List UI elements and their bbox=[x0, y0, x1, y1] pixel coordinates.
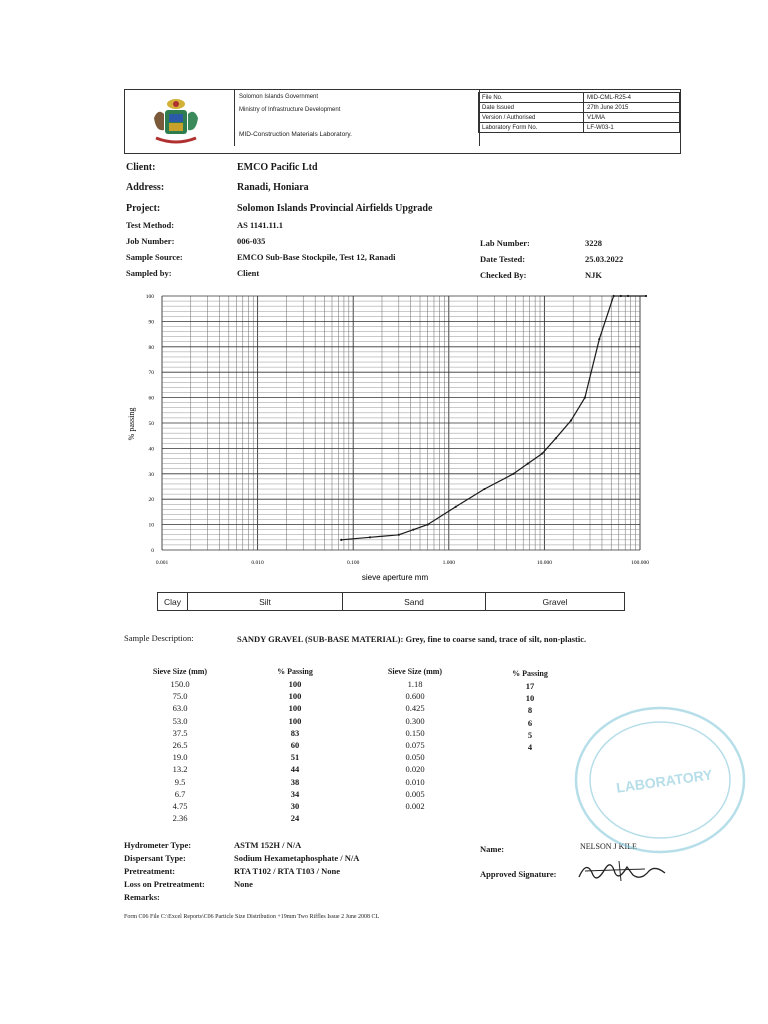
checked-by-value: NJK bbox=[585, 270, 602, 280]
grading-chart bbox=[120, 288, 672, 584]
passing-cell: 4 bbox=[527, 742, 533, 753]
data-point bbox=[512, 473, 514, 475]
meta-row bbox=[479, 113, 680, 123]
y-tick-label: 0 bbox=[151, 548, 154, 554]
loss-on-pretreatment-value: None bbox=[234, 879, 253, 889]
y-tick-label: 30 bbox=[148, 471, 154, 478]
y-tick-label: 90 bbox=[148, 319, 154, 326]
meta-value: MID-CML-R25-4 bbox=[584, 93, 680, 103]
passing-cell: 100 bbox=[288, 715, 302, 726]
name-value: NELSON J KILE bbox=[580, 842, 637, 851]
sieve-header-left: Sieve Size (mm) bbox=[152, 667, 208, 676]
y-tick-label: 10 bbox=[148, 522, 154, 529]
x-tick-label: 0.001 bbox=[155, 560, 169, 566]
x-tick-label: 1.000 bbox=[442, 560, 455, 566]
sieve-size-cell: 0.300 bbox=[405, 715, 425, 726]
sieve-size-cell: 53.0 bbox=[172, 715, 188, 726]
data-point bbox=[398, 534, 400, 536]
meta-row bbox=[479, 123, 680, 133]
y-axis-label: % passing bbox=[127, 407, 136, 441]
dispersant-value: Sodium Hexametaphosphate / N/A bbox=[234, 853, 360, 863]
passing-header-left: % Passing bbox=[277, 667, 313, 676]
org-line-1: Solomon Islands Government bbox=[239, 94, 319, 100]
sieve-size-cell: 63.0 bbox=[172, 703, 188, 714]
client-value: EMCO Pacific Ltd bbox=[237, 162, 318, 173]
sample-source-value: EMCO Sub-Base Stockpile, Test 12, Ranadi bbox=[237, 252, 396, 262]
meta-key: Date Issued bbox=[479, 103, 584, 113]
sieve-size-cell: 26.5 bbox=[172, 740, 188, 751]
address-label: Address: bbox=[126, 182, 165, 193]
stamp-text: LABORATORY bbox=[615, 766, 714, 796]
sample-description-text: SANDY GRAVEL (SUB-BASE MATERIAL): Grey, fine to coarse sand, trace of silt, non-plastic. bbox=[237, 634, 587, 644]
data-point bbox=[541, 452, 543, 454]
x-axis-ticks bbox=[156, 560, 649, 566]
date-tested-value: 25.03.2022 bbox=[585, 254, 624, 264]
meta-key: File No. bbox=[479, 93, 584, 103]
x-tick-label: 100.000 bbox=[631, 560, 649, 566]
data-point bbox=[426, 524, 428, 526]
checked-by-label: Checked By: bbox=[480, 270, 527, 280]
x-axis-label: sieve aperture mm bbox=[361, 573, 429, 582]
passing-right bbox=[495, 680, 565, 753]
passing-cell: 100 bbox=[288, 691, 302, 702]
sieve-size-cell: 4.75 bbox=[172, 801, 188, 812]
passing-cell: 38 bbox=[290, 776, 300, 787]
data-point bbox=[627, 295, 629, 297]
class-clay: Clay bbox=[158, 593, 188, 610]
passing-cell: 24 bbox=[290, 813, 300, 824]
address-value: Ranadi, Honiara bbox=[237, 182, 309, 193]
pretreatment-value: RTA T102 / RTA T103 / None bbox=[234, 866, 340, 876]
hydrometer-label: Hydrometer Type: bbox=[124, 840, 192, 850]
data-point bbox=[620, 295, 622, 297]
data-point bbox=[598, 338, 600, 340]
sieve-sizes-left bbox=[140, 678, 220, 824]
passing-cell: 8 bbox=[527, 705, 533, 716]
sieve-size-cell: 0.002 bbox=[405, 801, 425, 812]
passing-cell: 30 bbox=[290, 801, 300, 812]
test-method-value: AS 1141.11.1 bbox=[237, 220, 284, 230]
test-method-label: Test Method: bbox=[126, 220, 175, 230]
sieve-size-cell: 0.005 bbox=[405, 788, 425, 799]
meta-row bbox=[479, 93, 680, 103]
passing-cell: 10 bbox=[525, 693, 535, 704]
sieve-size-cell: 0.150 bbox=[405, 727, 425, 738]
meta-value: LF-W03-1 bbox=[584, 123, 680, 133]
y-tick-label: 80 bbox=[148, 344, 154, 351]
y-tick-label: 70 bbox=[148, 370, 154, 377]
job-number-value: 006-035 bbox=[237, 236, 266, 246]
sieve-size-cell: 0.425 bbox=[405, 703, 425, 714]
sieve-size-cell: 1.18 bbox=[407, 679, 423, 689]
sieve-size-cell: 37.5 bbox=[172, 727, 188, 738]
approved-signature-label: Approved Signature: bbox=[480, 869, 557, 879]
sieve-size-cell: 0.600 bbox=[405, 691, 425, 702]
lab-number-value: 3228 bbox=[585, 238, 602, 248]
data-point bbox=[369, 536, 371, 538]
passing-header-right: % Passing bbox=[512, 669, 548, 678]
job-number-label: Job Number: bbox=[126, 236, 175, 246]
passing-left bbox=[260, 678, 330, 824]
data-point bbox=[412, 529, 414, 531]
class-sand: Sand bbox=[343, 593, 486, 610]
sieve-header-right: Sieve Size (mm) bbox=[387, 667, 443, 676]
name-label: Name: bbox=[480, 844, 505, 854]
meta-key: Laboratory Form No. bbox=[479, 123, 584, 133]
data-point bbox=[555, 437, 557, 439]
data-point bbox=[455, 506, 457, 508]
y-tick-label: 100 bbox=[145, 294, 154, 300]
sieve-size-cell: 19.0 bbox=[172, 752, 188, 763]
form-footnote: Form C06 File C:\Excel Reports\C06 Particle Size Distribution +19mm Two Riffles Issue 2 June 2008 CL bbox=[124, 914, 380, 920]
pretreatment-label: Pretreatment: bbox=[124, 866, 176, 876]
data-point bbox=[340, 539, 342, 541]
sampled-by-label: Sampled by: bbox=[126, 268, 172, 278]
meta-value: V1/MA bbox=[584, 113, 680, 123]
y-tick-label: 20 bbox=[148, 497, 154, 504]
loss-on-pretreatment-label: Loss on Pretreatment: bbox=[124, 879, 205, 889]
meta-value: 27th June 2015 bbox=[584, 103, 680, 113]
meta-key: Version / Authorised bbox=[479, 113, 584, 123]
passing-cell: 51 bbox=[290, 752, 300, 763]
y-tick-label: 50 bbox=[148, 421, 154, 427]
data-point bbox=[483, 488, 485, 490]
sample-source-label: Sample Source: bbox=[126, 252, 183, 262]
x-tick-label: 0.010 bbox=[251, 560, 264, 566]
coat-of-arms-logo bbox=[148, 96, 204, 148]
sieve-sizes-right bbox=[375, 678, 455, 812]
dispersant-label: Dispersant Type: bbox=[124, 853, 186, 863]
y-tick-label: 60 bbox=[148, 395, 154, 402]
sample-description-label: Sample Description: bbox=[124, 633, 194, 643]
data-point bbox=[584, 397, 586, 399]
sieve-size-cell: 150.0 bbox=[170, 679, 190, 689]
passing-cell: 100 bbox=[288, 703, 302, 714]
data-point bbox=[527, 463, 529, 465]
passing-cell: 83 bbox=[290, 727, 300, 738]
class-silt: Silt bbox=[188, 593, 343, 610]
data-point bbox=[645, 295, 647, 297]
class-gravel: Gravel bbox=[542, 596, 568, 607]
hydrometer-value: ASTM 152H / N/A bbox=[234, 840, 302, 850]
passing-cell: 17 bbox=[525, 681, 535, 691]
sampled-by-value: Client bbox=[237, 268, 260, 278]
sieve-size-cell: 0.010 bbox=[405, 776, 425, 787]
sieve-size-cell: 75.0 bbox=[172, 691, 188, 702]
passing-cell: 6 bbox=[527, 717, 533, 728]
passing-cell: 100 bbox=[288, 679, 302, 689]
remarks-label: Remarks: bbox=[124, 892, 160, 902]
x-tick-label: 0.100 bbox=[347, 560, 360, 566]
passing-cell: 60 bbox=[290, 740, 300, 751]
sieve-size-cell: 0.020 bbox=[405, 764, 425, 775]
passing-cell: 34 bbox=[290, 788, 300, 799]
laboratory-stamp bbox=[560, 700, 750, 860]
client-label: Client: bbox=[126, 162, 156, 173]
sieve-size-cell: 0.075 bbox=[405, 740, 425, 751]
project-label: Project: bbox=[126, 203, 161, 214]
meta-row bbox=[479, 103, 680, 113]
sieve-size-cell: 13.2 bbox=[172, 764, 188, 775]
passing-cell: 5 bbox=[527, 729, 533, 740]
x-tick-label: 10.000 bbox=[536, 560, 552, 566]
sieve-size-cell: 9.5 bbox=[174, 776, 186, 787]
date-tested-label: Date Tested: bbox=[480, 254, 526, 264]
org-line-2: Ministry of Infrastructure Development bbox=[239, 107, 341, 113]
document-meta-table bbox=[478, 92, 680, 133]
project-value: Solomon Islands Provincial Airfields Upgrade bbox=[237, 203, 433, 214]
lab-number-label: Lab Number: bbox=[480, 238, 530, 248]
passing-cell: 44 bbox=[290, 764, 300, 775]
sieve-size-cell: 2.36 bbox=[172, 813, 188, 824]
soil-classification-bar bbox=[157, 592, 625, 611]
sieve-size-cell: 0.050 bbox=[405, 752, 425, 763]
sieve-size-cell: 6.7 bbox=[174, 788, 186, 799]
data-point bbox=[570, 419, 572, 421]
y-tick-label: 40 bbox=[148, 446, 154, 453]
lab-name: MID-Construction Materials Laboratory. bbox=[239, 131, 352, 138]
organization-block bbox=[234, 90, 480, 146]
y-axis-ticks bbox=[146, 294, 155, 554]
data-point bbox=[613, 295, 615, 297]
